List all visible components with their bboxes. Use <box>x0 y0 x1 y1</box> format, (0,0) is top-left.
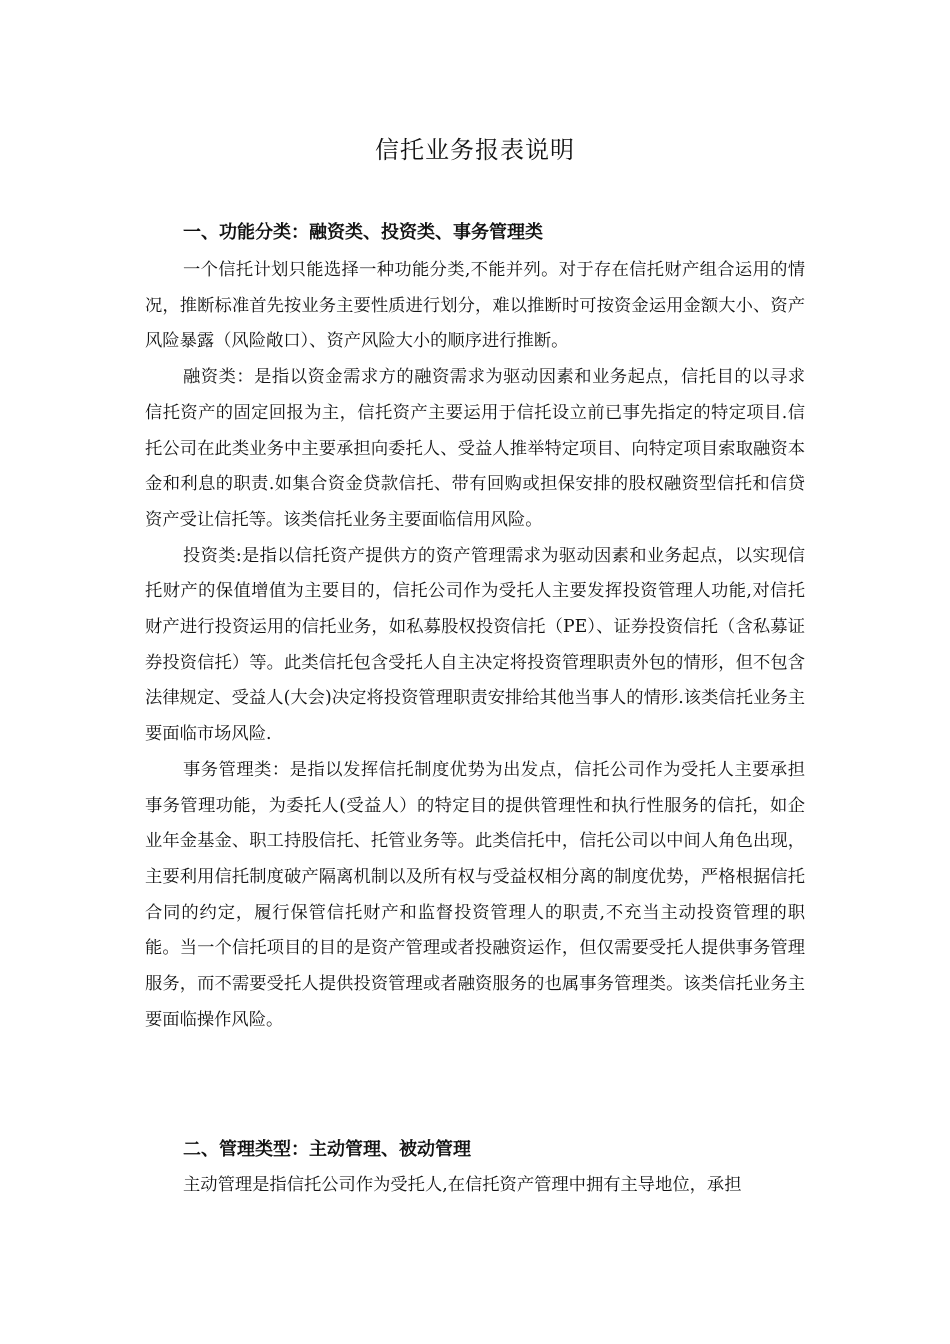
section-body-management-type <box>145 1168 805 1204</box>
paragraph-active-management: 主动管理是指信托公司作为受托人,在信托资产管理中拥有主导地位，承担 <box>183 1175 742 1195</box>
document-title: 信托业务报表说明 <box>375 136 575 164</box>
paragraph-affairs-management-type: 事务管理类：是指以发挥信托制度优势为出发点，信托公司作为受托人主要承担事务管理功能，为委托人(受益人）的特定目的提供管理性和执行性服务的信托，如企业年金基金、职工持股信托、托管业务等。此类信托中，信托公司以中间人角色出现，主要利用信托制度破产隔离机制以及所有权与受益权相分离的制度优势，严格根据信托合同的约定，履行保管信托财产和监督投资管理人的职责,不充当主动投资管理的职能。当一个信托项目的目的是资产管理或者投融资运作，但仅需要受托人提供事务管理服务，而不需要受托人提供投资管理或者融资服务的也属事务管理类。该类信托业务主要面临操作风险。 <box>145 759 805 1030</box>
section-heading-management-type: 二、管理类型：主动管理、被动管理 <box>183 1139 471 1160</box>
paragraph: 一个信托计划只能选择一种功能分类,不能并列。对于存在信托财产组合运用的情况，推断标准首先按业务主要性质进行划分，难以推断时可按资金运用金额大小、资产风险暴露（风险敞口）、资产风险大小的顺序进行推断。 <box>145 260 805 352</box>
paragraph-financing-type: 融资类：是指以资金需求方的融资需求为驱动因素和业务起点，信托目的以寻求信托资产的固定回报为主，信托资产主要运用于信托设立前已事先指定的特定项目.信托公司在此类业务中主要承担向委托人、受益人推举特定项目、向特定项目索取融资本金和利息的职责.如集合资金贷款信托、带有回购或担保安排的股权融资型信托和信贷资产受让信托等。该类信托业务主要面临信用风险。 <box>145 367 805 530</box>
section-body-function-classification <box>145 253 805 1038</box>
paragraph-investment-type: 投资类:是指以信托资产提供方的资产管理需求为驱动因素和业务起点，以实现信托财产的保值增值为主要目的，信托公司作为受托人主要发挥投资管理人功能,对信托财产进行投资运用的信托业务，如私募股权投资信托（PE）、证券投资信托（含私募证券投资信托）等。此类信托包含受托人自主决定将投资管理职责外包的情形，但不包含法律规定、受益人(大会)决定将投资管理职责安排给其他当事人的情形.该类信托业务主要面临市场风险. <box>145 545 805 745</box>
section-heading-function-classification: 一、功能分类：融资类、投资类、事务管理类 <box>183 222 543 243</box>
